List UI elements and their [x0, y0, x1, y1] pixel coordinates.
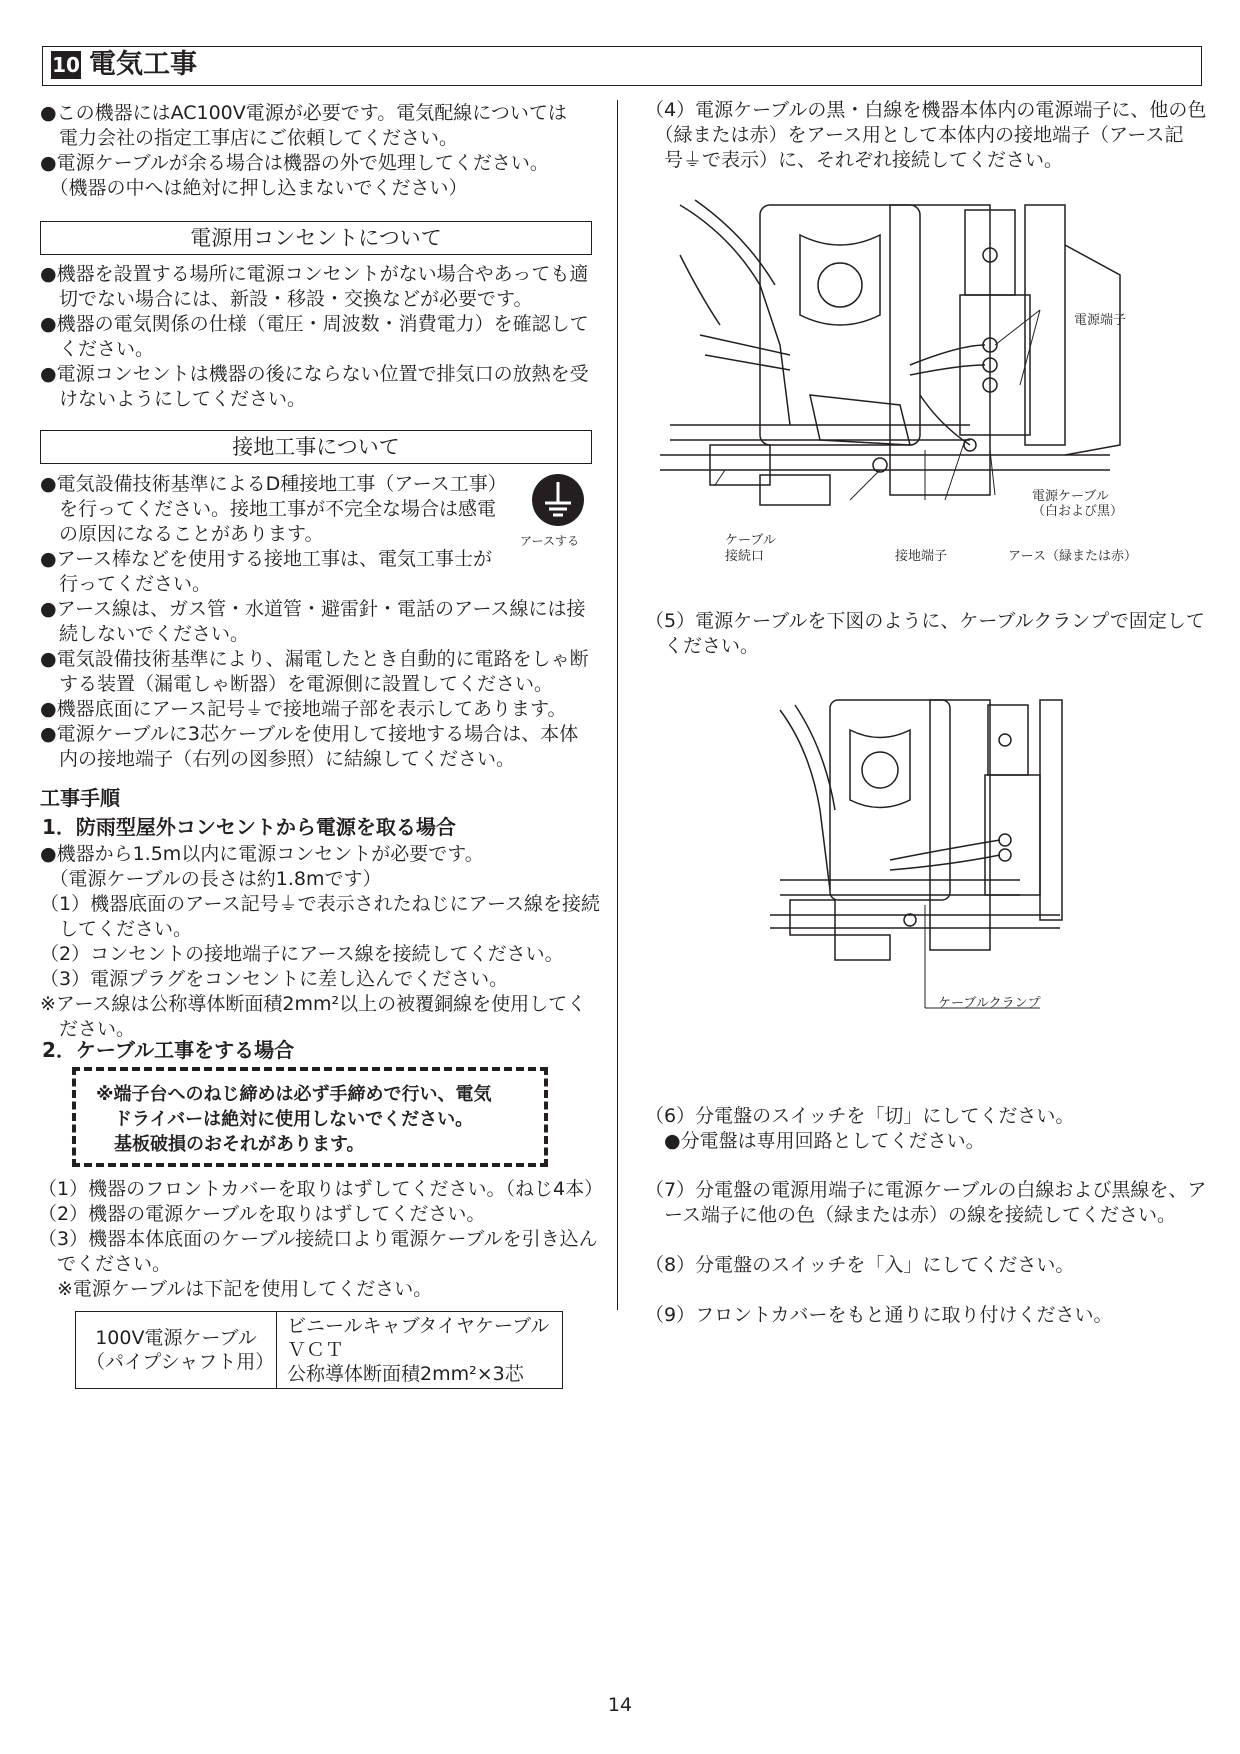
column-divider [617, 100, 618, 1310]
warning-line: ※端子台へのねじ締めは必ず手締めで行い、電気 [96, 1084, 492, 1105]
outlet-block [40, 262, 589, 412]
spec-left-line: 100V電源ケーブル [95, 1327, 257, 1349]
label-ground-terminal: 接地端子 [895, 549, 948, 564]
case1-block [40, 842, 600, 1042]
step9-line: （9）フロントカバーをもと通りに取り付けください。 [645, 1304, 1113, 1326]
spec-left-line: （パイプシャフト用） [86, 1351, 275, 1373]
step7-line: ース端子に他の色（緑または赤）の線を接続してください。 [645, 1204, 1177, 1226]
outlet-heading: 電源用コンセントについて [40, 221, 592, 255]
intro-block [40, 101, 567, 201]
outlet-line: ●電源コンセントは機器の後にならない位置で排気口の放熱を受 [40, 363, 589, 385]
case2-line: でください。 [38, 1253, 172, 1275]
outlet-line: けないようにしてください。 [40, 388, 307, 410]
step4-block [645, 98, 1206, 173]
outlet-line: ●機器を設置する場所に電源コンセントがない場合やあっても適 [40, 263, 589, 285]
section-number: 10 [52, 53, 80, 77]
ground-line: ●電気設備技術基準によるD種接地工事（アース工事） [40, 473, 507, 495]
ground-line: ●電気設備技術基準により、漏電したとき自動的に電路をしゃ断 [40, 648, 589, 670]
step5-line: （5）電源ケーブルを下図のように、ケーブルクランプで固定して [645, 610, 1205, 632]
warning-box [72, 1067, 548, 1167]
ground-line: ●電源ケーブルに3芯ケーブルを使用して接地する場合は、本体 [40, 723, 579, 745]
case1-line: ※アース線は公称導体断面積2mm²以上の被覆銅線を使用してく [40, 993, 587, 1015]
ground-line: 続しないでください。 [40, 623, 250, 645]
step4-line: （緑または赤）をアース用として本体内の接地端子（アース記 [645, 124, 1184, 146]
ground-line: ●機器底面にアース記号⏚で接地端子部を表示してあります。 [40, 698, 567, 720]
ground-line: ●アース線は、ガス管・水道管・避雷針・電話のアース線には接 [40, 598, 586, 620]
case2-line: （3）機器本体底面のケーブル接続口より電源ケーブルを引き込ん [38, 1228, 598, 1250]
step5-block [645, 609, 1205, 659]
spec-right-line: ビニールキャブタイヤケーブル [287, 1315, 550, 1337]
ground-block [40, 472, 589, 772]
case1-line: ●機器から1.5m以内に電源コンセントが必要です。 [40, 843, 484, 865]
step9-block [645, 1303, 1113, 1328]
case1-line: してください。 [40, 918, 193, 940]
ground-line: する装置（漏電しゃ断器）を電源側に設置してください。 [40, 673, 554, 695]
case2-block [38, 1177, 603, 1302]
ground-line: 行ってください。 [40, 573, 212, 595]
label-power-cable: 電源ケーブル [1032, 489, 1109, 504]
outlet-line: 切でない場合には、新設・移設・交換などが必要です。 [40, 288, 533, 310]
step4-line: 号⏚で表示）に、それぞれ接続してください。 [645, 149, 1064, 171]
step5-line: ください。 [645, 635, 760, 657]
ground-heading: 接地工事について [40, 430, 592, 464]
step6-line: （6）分電盤のスイッチを「切」にしてください。 [645, 1105, 1075, 1127]
ground-symbol-caption: アースする [520, 534, 580, 548]
label-power-terminal: 電源端子 [1074, 313, 1127, 328]
section-title-bar [42, 46, 1202, 86]
label-cable-port: ケーブル [725, 533, 776, 548]
warning-line: 基板破損のおそれがあります。 [96, 1134, 365, 1155]
step7-line: （7）分電盤の電源用端子に電源ケーブルの白線および黒線を、ア [645, 1179, 1207, 1201]
case1-line: （2）コンセントの接地端子にアース線を接続してください。 [40, 943, 564, 965]
page-number: 14 [607, 1694, 633, 1716]
spec-cable-detail-cell [277, 1312, 563, 1389]
intro-line: ●この機器にはAC100V電源が必要です。電気配線については [40, 102, 567, 124]
case2-title: 2．ケーブル工事をする場合 [42, 1038, 295, 1062]
step8-block [645, 1253, 1074, 1278]
case2-line: ※電源ケーブルは下記を使用してください。 [38, 1278, 433, 1300]
step6-block [645, 1104, 1074, 1154]
case1-line: （3）電源プラグをコンセントに差し込んでください。 [40, 968, 509, 990]
outlet-line: ●機器の電気関係の仕様（電圧・周波数・消費電力）を確認して [40, 313, 589, 335]
section-title: 電気工事 [89, 49, 197, 80]
intro-line: ●電源ケーブルが余る場合は機器の外で処理してください。 [40, 152, 549, 174]
warning-line: ドライバーは絶対に使用しないでください。 [96, 1109, 474, 1130]
ground-line: ●アース棒などを使用する接地工事は、電気工事士が [40, 548, 493, 570]
spec-right-line: ＶＣＴ [287, 1339, 345, 1361]
spec-cable-type-cell [76, 1312, 277, 1389]
case2-line: （2）機器の電源ケーブルを取りはずしてください。 [38, 1203, 486, 1225]
outlet-line: ください。 [40, 338, 155, 360]
intro-line: （機器の中へは絶対に押し込まないでください） [40, 177, 468, 199]
case2-line: （1）機器のフロントカバーを取りはずしてください。（ねじ4本） [38, 1178, 604, 1200]
wiring-figure-2 [760, 690, 1070, 1050]
ground-line: 内の接地端子（右列の図参照）に結線してください。 [40, 748, 516, 770]
label-cable-port: 接続口 [725, 549, 765, 564]
case1-line: （電源ケーブルの長さは約1.8mです） [40, 868, 382, 890]
spec-right-line: 公称導体断面積2mm²×3芯 [287, 1363, 524, 1385]
case1-title: 1．防雨型屋外コンセントから電源を取る場合 [42, 815, 456, 839]
label-cable-clamp: ケーブルクランプ [938, 996, 1041, 1011]
label-earth-wire: アース（緑または赤） [1008, 549, 1137, 564]
step7-block [645, 1178, 1206, 1228]
step8-line: （8）分電盤のスイッチを「入」にしてください。 [645, 1254, 1075, 1276]
ground-line: を行ってください。接地工事が不完全な場合は感電 [40, 498, 497, 520]
cable-spec-table [75, 1311, 563, 1389]
label-power-cable-sub: （白および黒） [1032, 504, 1124, 519]
wiring-figure-1 [640, 195, 1180, 575]
step4-line: （4）電源ケーブルの黒・白線を機器本体内の電源端子に、他の色 [645, 99, 1207, 121]
case1-line: （1）機器底面のアース記号⏚で表示されたねじにアース線を接続 [40, 893, 601, 915]
case1-line: ださい。 [40, 1018, 136, 1040]
ground-line: の原因になることがあります。 [40, 523, 324, 545]
step6-line: ●分電盤は専用回路としてください。 [645, 1130, 985, 1152]
intro-line: 電力会社の指定工事店にご依頼してください。 [40, 127, 459, 149]
procedure-heading: 工事手順 [40, 786, 120, 810]
